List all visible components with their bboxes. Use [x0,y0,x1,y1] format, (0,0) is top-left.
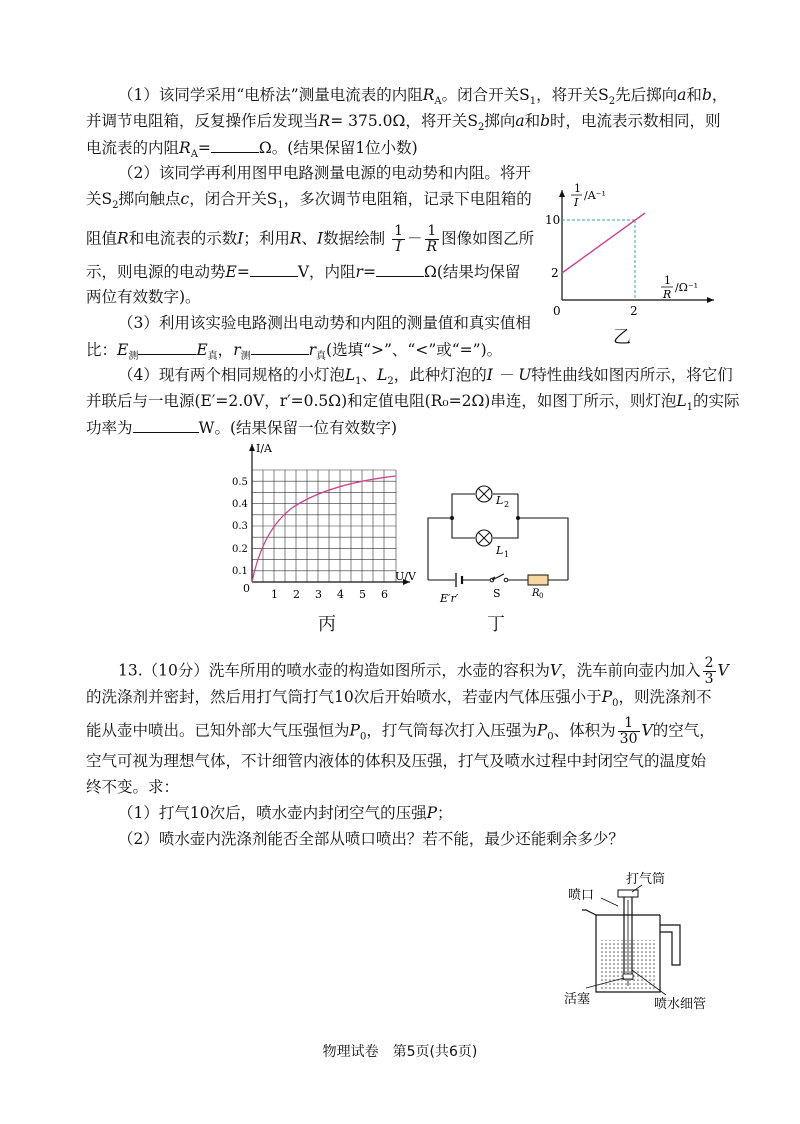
figure-bing-graph [232,438,422,608]
yi-x-frac-den: R [663,288,672,301]
bing-iu-curve [252,476,396,582]
label-pump: 打气筒 [626,872,666,887]
q13-line3: 能从壶中喷出。已知外部大气压强恒为$P_0$，打气筒每次打入压强为$P_0$、体积为 $\frac{1}{30}$ V的空气， [86,715,715,747]
q12-part2-line4: 示，则电源的电动势E= V，内阻r= Ω(结果均保留 [86,260,520,283]
q12-part3-line1: （3）利用该实验电路测出电动势和内阻的测量值和真实值相 [118,314,531,332]
piston-icon [623,974,633,979]
bing-ytick: 0.5 [232,477,248,488]
yi-x-frac-num: 1 [664,274,671,287]
bing-ytick: 0.3 [232,521,248,532]
answer-blank-RA [211,136,259,153]
q12-part2-line1: （2）该同学再利用图甲电路测量电源的电动势和内阻。将开 [118,164,531,182]
q13-line1: 13.（10分）洗车所用的喷水壶的构造如图所示，水壶的容积为V，洗车前向壶内加入 $\frac{2}{3}$ V [118,655,729,687]
bing-xtick: 4 [337,588,344,601]
bing-origin: 0 [243,582,250,595]
ding-source-label: E′r′ [440,592,459,605]
bing-xtick: 2 [293,588,300,601]
figure-ding-label: 丁 [487,614,505,635]
fraction-2-3: $\frac{2}{3}$ [704,655,714,687]
answer-blank-r [376,260,424,277]
q12-part3-line2: 比：$E_测$ $E_真$，$r_测$ $r_真$(选填“>”、“<”或“=”)。 [86,338,502,368]
bing-grid [252,470,396,582]
yi-origin: 0 [553,304,561,318]
answer-blank-E-compare [138,338,196,355]
lamp-L2-icon [476,486,492,502]
yi-data-line [562,213,645,273]
q12-part4-line1: （4）现有两个相同规格的小灯泡$L_1$、$L_2$，此种灯泡的I － U特性曲线如图丙所示，将它们 [118,366,733,388]
bing-ytick: 0.2 [232,544,248,555]
yi-x-arrow [707,297,714,303]
figure-yi-label: 乙 [613,327,631,348]
label-nozzle: 喷口 [568,888,595,903]
yi-x-label: /Ω⁻¹ [675,281,699,294]
q13-line5: 终不变。求： [86,778,180,796]
answer-blank-E [250,260,298,277]
bing-xtick: 6 [381,588,388,601]
ding-L2-label: L [496,494,504,507]
q13-line4: 空气可视为理想气体，不计细管内液体的体积及压强，打气及喷水过程中封闭空气的温度始 [86,752,707,770]
answer-blank-power [133,416,199,433]
fraction-1-30: $\frac{1}{30}$ [619,715,638,747]
svg-text:2: 2 [504,500,510,509]
figure-kettle [556,870,736,1020]
figure-ding-circuit [420,478,580,608]
yi-y-arrow [559,190,565,197]
svg-text:0: 0 [539,592,544,600]
resistor-R0-icon [528,575,548,585]
pump-handle-icon [618,890,638,897]
yi-y-frac-num: 1 [574,182,581,195]
bing-xtick: 1 [271,588,278,601]
bing-y-label: I/A [256,442,272,455]
battery-icon [456,573,462,587]
q12-part1-line3: 电流表的内阻$R_A= \Omega$。(结果保留1位小数) [86,136,418,166]
label-tube: 喷水细管 [654,997,707,1012]
q12-part1-line2: 并调节电阻箱，反复操作后发现当R= 375.0Ω，将开关$S_2$掷向a和b时，电流表示数相同，则 [86,112,721,134]
q13-line2: 的洗涤剂并密封，然后用打气筒打气10次后开始喷水，若壶内气体压强小于$P_0$，则洗涤剂不 [86,688,712,710]
fraction-1-over-I: $\frac{1}{I}$ [394,223,404,255]
lamp-L1-icon [476,530,492,546]
bing-xtick: 5 [359,588,366,601]
q13-line7: （2）喷水壶内洗涤剂能否全部从喷口喷出？若不能，最少还能剩余多少？ [118,830,624,848]
kettle-handle [660,925,680,965]
q12-part4-line3: 功率为 W。(结果保留一位有效数字) [86,416,397,439]
q12-part4-line2: 并联后与一电源(E′=2.0V，r′=0.5Ω)和定值电阻(R₀=2Ω)串连，如图丁所示，则灯泡$L_1$的实际 [86,392,740,414]
answer-blank-r-compare [251,338,309,355]
figure-bing-label: 丙 [318,614,336,635]
yi-tick-y2: 2 [551,266,559,280]
q12-part1-line1: （1）该同学采用“电桥法”测量电流表的内阻$R_A$。闭合开关$S_1$，将开关$S_2$先后掷向a和b， [118,86,728,108]
q12-part2-line2: 关$S_2$掷向触点c，闭合开关$S_1$，多次调节电阻箱，记录下电阻箱的 [86,190,532,212]
yi-y-label: /A⁻¹ [584,189,606,202]
ding-R0-label: R [532,588,540,599]
bing-xtick: 3 [315,588,322,601]
yi-tick-y10: 10 [545,213,561,227]
figure-yi-graph [536,180,726,340]
ding-L1-label: L [496,544,504,557]
page-footer: 物理试卷 第5页(共6页) [322,1044,478,1060]
ding-switch-label: S [493,587,501,600]
switch-icon [490,574,508,582]
bing-x-label: U/V [395,570,416,583]
yi-y-frac-den: I [574,196,579,209]
label-piston: 活塞 [564,992,591,1007]
q13-line6: （1）打气10次后，喷水壶内封闭空气的压强P； [118,804,453,822]
bing-ytick: 0.4 [232,499,248,510]
q12-part2-line5: 两位有效数字)。 [86,288,201,306]
svg-text:1: 1 [504,550,510,559]
bing-ytick: 0.1 [232,566,248,577]
yi-tick-x2: 2 [630,304,638,318]
fraction-1-over-R: $\frac{1}{R}$ [426,223,438,255]
q12-part2-line3: 阻值R和电流表的示数I；利用R、I数据绘制 $\frac{1}{I}$ － $\frac{1}{R}$ 图像如图乙所 [86,223,535,255]
